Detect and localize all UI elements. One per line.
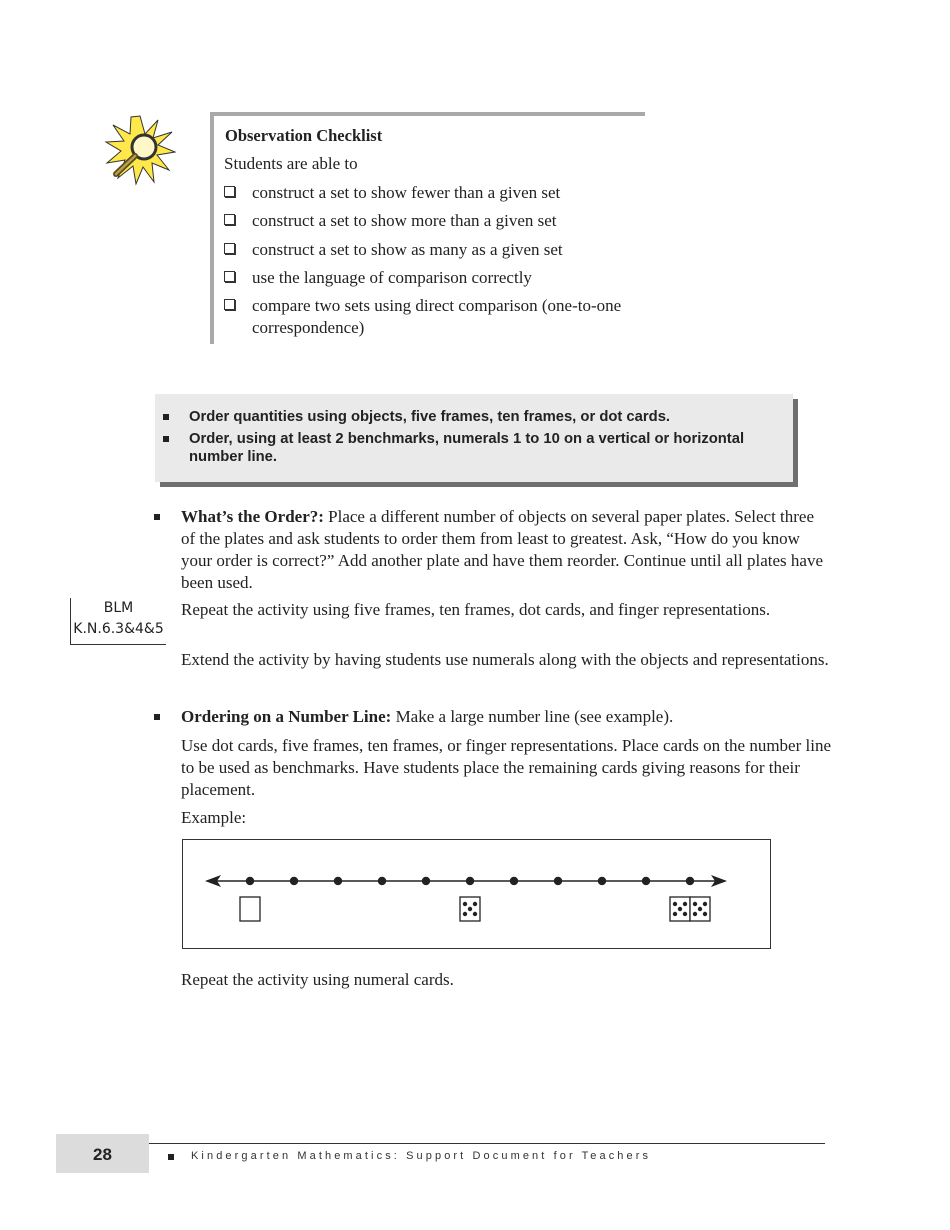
checkbox-icon [224, 186, 235, 197]
number-line-point [510, 877, 518, 885]
bullet-square-icon [168, 1154, 174, 1160]
activity-order-repeat: Repeat the activity using five frames, ten frames, dot cards, and finger representations. [181, 600, 771, 619]
number-line-diagram [183, 840, 772, 950]
checklist-item: construct a set to show as many as a given set [224, 239, 694, 261]
checkbox-icon [224, 243, 235, 254]
checklist-item: use the language of comparison correctly [224, 267, 694, 289]
card-dot [693, 902, 697, 906]
activity-order-text: Place a different number of objects on several paper plates. Select three of the plates and ask students to order them from least to greatest. Ask, “How do you know your order is correct?” Add another plate and have them reorder. Continue until all plates have been used. [181, 507, 823, 592]
outcome-item: Order, using at least 2 benchmarks, numerals 1 to 10 on a vertical or horizontal number line. [163, 430, 753, 466]
card-dot [703, 912, 707, 916]
outcome-item: Order quantities using objects, five frames, ten frames, or dot cards. [163, 408, 753, 426]
checklist-intro: Students are able to [224, 154, 358, 173]
bullet-square-icon [154, 514, 160, 520]
card-dot [473, 902, 477, 906]
card-dot [473, 912, 477, 916]
blm-reference [70, 598, 166, 645]
checkbox-icon [224, 214, 235, 225]
activity-numberline-title: Ordering on a Number Line: [181, 707, 392, 726]
learning-outcomes-box [155, 394, 793, 482]
checklist-item: compare two sets using direct comparison (one-to-one correspondence) [224, 295, 694, 339]
number-line-point [246, 877, 254, 885]
dot-card [240, 897, 260, 921]
footer-title: Kindergarten Mathematics: Support Document for Teachers [191, 1150, 652, 1162]
page-number: 28 [56, 1134, 149, 1173]
number-line-point [290, 877, 298, 885]
card-dot [463, 902, 467, 906]
checklist-item: construct a set to show more than a given set [224, 210, 694, 232]
bullet-square-icon [163, 414, 169, 420]
activity-numberline-repeat: Repeat the activity using numeral cards. [181, 970, 454, 989]
blm-code: K.N.6.3&4&5 [73, 621, 164, 637]
checklist-item: construct a set to show fewer than a given set [224, 182, 694, 204]
number-line-point [378, 877, 386, 885]
activity-order-extend: Extend the activity by having students use numerals along with the objects and representations. [181, 650, 829, 669]
checkbox-icon [224, 271, 235, 282]
number-line-point [554, 877, 562, 885]
observation-checklist [210, 112, 645, 344]
card-dot [673, 912, 677, 916]
card-dot [678, 907, 682, 911]
number-line-point [466, 877, 474, 885]
activity-numberline [181, 706, 831, 728]
card-dot [673, 902, 677, 906]
activity-order [181, 506, 831, 594]
card-dot [468, 907, 472, 911]
number-line-point [642, 877, 650, 885]
example-label: Example: [181, 808, 247, 827]
bullet-square-icon [154, 714, 160, 720]
number-line-point [334, 877, 342, 885]
checklist-title: Observation Checklist [225, 126, 383, 145]
number-line-point [686, 877, 694, 885]
footer-divider [149, 1143, 825, 1144]
number-line-point [422, 877, 430, 885]
number-line-example [182, 839, 771, 949]
bullet-square-icon [163, 436, 169, 442]
checkbox-icon [224, 299, 235, 310]
blm-label: BLM [103, 600, 134, 616]
activity-order-title: What’s the Order?: [181, 507, 324, 526]
activity-numberline-detail: Use dot cards, five frames, ten frames, or finger representations. Place cards on the number line to be used as benchmarks. Have students place the remaining cards giving reasons for their placement. [181, 736, 832, 799]
card-dot [698, 907, 702, 911]
magnifying-glass-icon [104, 114, 176, 186]
activity-numberline-text: Make a large number line (see example). [391, 707, 674, 726]
card-dot [683, 912, 687, 916]
card-dot [463, 912, 467, 916]
number-line-point [598, 877, 606, 885]
card-dot [683, 902, 687, 906]
card-dot [703, 902, 707, 906]
card-dot [693, 912, 697, 916]
